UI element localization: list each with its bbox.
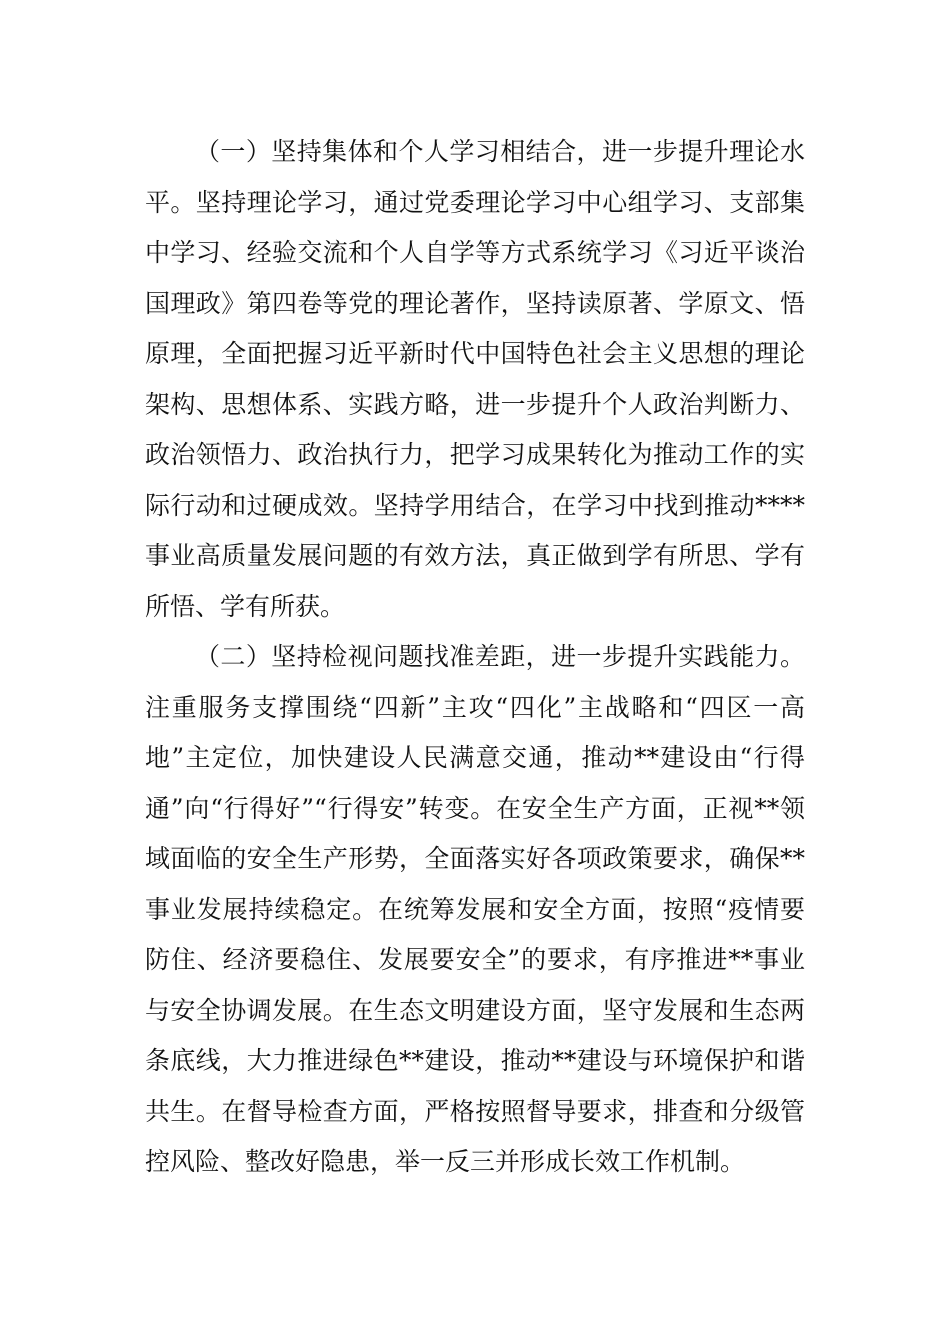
document-body [145,127,805,1188]
paragraph-1: （一）坚持集体和个人学习相结合，进一步提升理论水平。坚持理论学习，通过党委理论学习中心组学习、支部集中学习、经验交流和个人自学等方式系统学习《习近平谈治国理政》第四卷等党的理论著作，坚持读原著、学原文、悟原理，全面把握习近平新时代中国特色社会主义思想的理论架构、思想体系、实践方略，进一步提升个人政治判断力、政治领悟力、政治执行力，把学习成果转化为推动工作的实际行动和过硬成效。坚持学用结合，在学习中找到推动****事业高质量发展问题的有效方法，真正做到学有所思、学有所悟、学有所获。 [145,137,805,621]
paragraph-2: （二）坚持检视问题找准差距，进一步提升实践能力。注重服务支撑围绕“四新”主攻“四化”主战略和“四区一高地”主定位，加快建设人民满意交通，推动**建设由“行得通”向“行得好”“行得安”转变。在安全生产方面，正视**领域面临的安全生产形势，全面落实好各项政策要求，确保**事业发展持续稳定。在统筹发展和安全方面，按照“疫情要防住、经济要稳住、发展要安全”的要求，有序推进**事业与安全协调发展。在生态文明建设方面，坚守发展和生态两条底线，大力推进绿色**建设，推动**建设与环境保护和谐共生。在督导检查方面，严格按照督导要求，排查和分级管控风险、整改好隐患，举一反三并形成长效工作机制。 [145,642,805,1176]
